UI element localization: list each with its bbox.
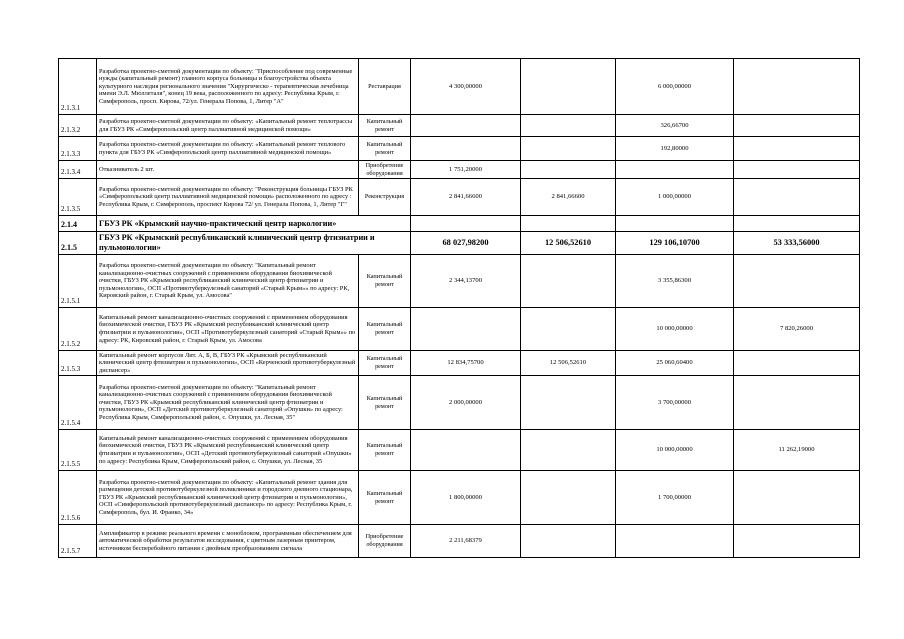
cell-type: Капитальный ремонт [359, 255, 411, 308]
cell-v1: 4 300,00000 [411, 59, 521, 115]
cell-desc: ГБУЗ РК «Крымский республиканский клинический центр фтизиатрии и пульмонологии» [97, 232, 411, 255]
cell-num: 2.1.5.5 [59, 430, 97, 471]
cell-type: Капитальный ремонт [359, 471, 411, 525]
cell-v3: 326,66700 [616, 115, 734, 137]
cell-v4: 53 333,56000 [734, 232, 860, 255]
cell-v3: 3 355,86300 [616, 255, 734, 308]
cell-v1 [411, 430, 521, 471]
cell-num: 2.1.5.7 [59, 525, 97, 558]
cell-v2: 12 506,52610 [521, 232, 616, 255]
cell-num: 2.1.5.4 [59, 376, 97, 430]
cell-v1: 1 800,00000 [411, 471, 521, 525]
cell-v1: 2 841,66600 [411, 179, 521, 216]
cell-desc: Капитальный ремонт корпусов Лит. А, Б, В, ГБУЗ РК «Крымский республиканский клинический центр фтизиатрии и пульмонологии», ОСП «Керченский противотуберкулезный диспансер» [97, 351, 359, 376]
table-row [59, 179, 860, 216]
cell-type: Капитальный ремонт [359, 115, 411, 137]
table-row [59, 376, 860, 430]
table-row [59, 308, 860, 351]
cell-v3: 129 106,10700 [616, 232, 734, 255]
cell-v4 [734, 216, 860, 232]
cell-num: 2.1.5.1 [59, 255, 97, 308]
cell-v2: 12 506,52610 [521, 351, 616, 376]
cell-v1: 2 000,00000 [411, 376, 521, 430]
cell-v4: 7 820,26000 [734, 308, 860, 351]
organization-row [59, 216, 860, 232]
table-row [59, 59, 860, 115]
cell-v1 [411, 137, 521, 161]
cell-desc: Разработка проектно-сметной документации по объекту: «Капитальный ремонт здания для размещения детской противотуберкулезной поликлиники и городского дневного стационара, ГБУЗ РК «Крымский республиканский клинический центр фтизиатрии и пульмонологии», ОСП «Симферопольский противотуберкулезный диспансер» по адресу: Республика Крым, г. Симферополь, бул. И. Франко, 34» [97, 471, 359, 525]
cell-v2: 2 841,66600 [521, 179, 616, 216]
cell-desc: Разработка проектно-сметной документации по объекту: «Капитальный ремонт теплового пункта для ГБУЗ РК «Симферопольский центр паллиативной медицинской помощи» [97, 137, 359, 161]
cell-v2 [521, 525, 616, 558]
cell-desc: Разработка проектно-сметной документации по объекту: "Реконструкция больницы ГБУЗ РК «Симферопольский центр паллиативной медицинской помощи» расположенного по адресу : Республика Крым, г. Симферополь, проспект Кирова 72/ ул. Генерала Попова, 1, Литер "Г" [97, 179, 359, 216]
cell-type: Приобретение оборудования [359, 161, 411, 179]
cell-v3: 6 000,00000 [616, 59, 734, 115]
cell-type: Капитальный ремонт [359, 308, 411, 351]
cell-v1: 12 834,75700 [411, 351, 521, 376]
cell-v2 [521, 308, 616, 351]
budget-table [58, 58, 860, 558]
cell-v3: 3 700,00000 [616, 376, 734, 430]
cell-v3: 1 700,00000 [616, 471, 734, 525]
cell-type: Капитальный ремонт [359, 137, 411, 161]
cell-v2 [521, 471, 616, 525]
cell-v2 [521, 255, 616, 308]
cell-num: 2.1.5.3 [59, 351, 97, 376]
cell-desc: Разработка проектно-сметной документации по объекту: "Приспособление под современные нужды (капитальный ремонт) главного корпуса больницы и благоустройства объекта культурного наследия регионального значения "Хирургическо - терапевтическая лечебница имени Э.Л. Мюллеталя", конец 19 века, расположенного по адресу: Республика Крым, г. Симферополь, просп. Кирова, 72/ул. Генерала Попова, 1, Литер "А" [97, 59, 359, 115]
cell-v3 [616, 525, 734, 558]
cell-desc: Разработка проектно-сметной документации по объекту: «Капитальный ремонт теплотрассы для ГБУЗ РК «Симферопольский центр паллиативной медицинской помощи» [97, 115, 359, 137]
cell-desc: ГБУЗ РК «Крымский научно-практический центр наркологии» [97, 216, 411, 232]
cell-v2 [521, 216, 616, 232]
cell-v1: 68 027,98200 [411, 232, 521, 255]
cell-v4 [734, 161, 860, 179]
cell-v3: 25 060,60400 [616, 351, 734, 376]
cell-v4: 11 262,19000 [734, 430, 860, 471]
cell-v1 [411, 308, 521, 351]
cell-v4 [734, 525, 860, 558]
cell-desc: Отказниватель 2 шт. [97, 161, 359, 179]
cell-v1: 2 211,68379 [411, 525, 521, 558]
cell-desc: Разработка проектно-сметной документации по объекту: "Капитальный ремонт канализационно-очистных сооружений с применением оборудования биохимической очистки, ГБУЗ РК «Крымский республиканский клинический центр фтизиатрии и пульмонологии», ОСП «Противотуберкулезный санаторий «Старый Крым»» по адресу: РК, Кировский район, г. Старый Крым, ул. Амосова" [97, 255, 359, 308]
cell-v3: 10 000,00000 [616, 308, 734, 351]
table-row [59, 115, 860, 137]
cell-v3 [616, 161, 734, 179]
cell-type: Капитальный ремонт [359, 351, 411, 376]
table-row [59, 255, 860, 308]
table-row [59, 430, 860, 471]
cell-v4 [734, 115, 860, 137]
table-row [59, 525, 860, 558]
cell-num: 2.1.5.6 [59, 471, 97, 525]
cell-v4 [734, 137, 860, 161]
cell-desc: Капитальный ремонт канализационно-очистных сооружений с применением оборудования биохимической очистки, ГБУЗ РК «Крымский республиканский клинический центр фтизиатрии и пульмонологии», ОСП «Противотуберкулезный санаторий «Старый Крым»» по адресу: РК, Кировский район, г. Старый Крым, ул. Амосова [97, 308, 359, 351]
cell-v1 [411, 216, 521, 232]
table-row [59, 471, 860, 525]
table-row [59, 161, 860, 179]
cell-num: 2.1.3.1 [59, 59, 97, 115]
cell-v3: 1 000,00000 [616, 179, 734, 216]
cell-desc: Амплификатор в режиме реального времени с моноблоком, программным обеспечением для автоматической обработки результатов исследования, с цветным лазерным принтером, источником бесперебойного питания с двойным преобразованием сигнала [97, 525, 359, 558]
cell-v2 [521, 161, 616, 179]
cell-v2 [521, 376, 616, 430]
cell-num: 2.1.3.2 [59, 115, 97, 137]
cell-v3: 10 000,00000 [616, 430, 734, 471]
cell-num: 2.1.4 [59, 216, 97, 232]
cell-v1: 1 751,20000 [411, 161, 521, 179]
cell-num: 2.1.5 [59, 232, 97, 255]
table-row [59, 351, 860, 376]
cell-v4 [734, 471, 860, 525]
cell-desc: Разработка проектно-сметной документации по объекту: "Капитальный ремонт канализационно-очистных сооружений с применением оборудования биохимической очистки, ГБУЗ РК «Крымский республиканский клинический центр фтизиатрии и пульмонологии», ОСП «Детский противотуберкулезный санаторий «Опушки» по адресу: Республика Крым, Симферопольский район, с. Опушки, ул. Лесная, 35" [97, 376, 359, 430]
cell-v4 [734, 376, 860, 430]
cell-type: Приобретение оборудования [359, 525, 411, 558]
organization-row [59, 232, 860, 255]
cell-type: Реконструкция [359, 179, 411, 216]
cell-type: Капитальный ремонт [359, 376, 411, 430]
cell-v4 [734, 179, 860, 216]
cell-type: Капитальный ремонт [359, 430, 411, 471]
cell-v4 [734, 255, 860, 308]
cell-v1: 2 344,13700 [411, 255, 521, 308]
table-row [59, 137, 860, 161]
cell-num: 2.1.3.4 [59, 161, 97, 179]
cell-v4 [734, 351, 860, 376]
cell-v3: 192,80000 [616, 137, 734, 161]
cell-num: 2.1.3.3 [59, 137, 97, 161]
cell-v1 [411, 115, 521, 137]
cell-v2 [521, 137, 616, 161]
cell-v3 [616, 216, 734, 232]
cell-desc: Капитальный ремонт канализационно-очистных сооружений с применением оборудования биохимической очистки, ГБУЗ РК «Крымский республиканский клинический центр фтизиатрии и пульмонологии», ОСП «Детский противотуберкулезный санаторий «Опушки» по адресу: Республика Крым, Симферопольский район, с. Опушки, ул. Лесная, 35 [97, 430, 359, 471]
cell-v2 [521, 115, 616, 137]
cell-num: 2.1.5.2 [59, 308, 97, 351]
cell-v4 [734, 59, 860, 115]
cell-num: 2.1.3.5 [59, 179, 97, 216]
table-body [59, 59, 860, 558]
cell-v2 [521, 59, 616, 115]
cell-v2 [521, 430, 616, 471]
cell-type: Реставрация [359, 59, 411, 115]
